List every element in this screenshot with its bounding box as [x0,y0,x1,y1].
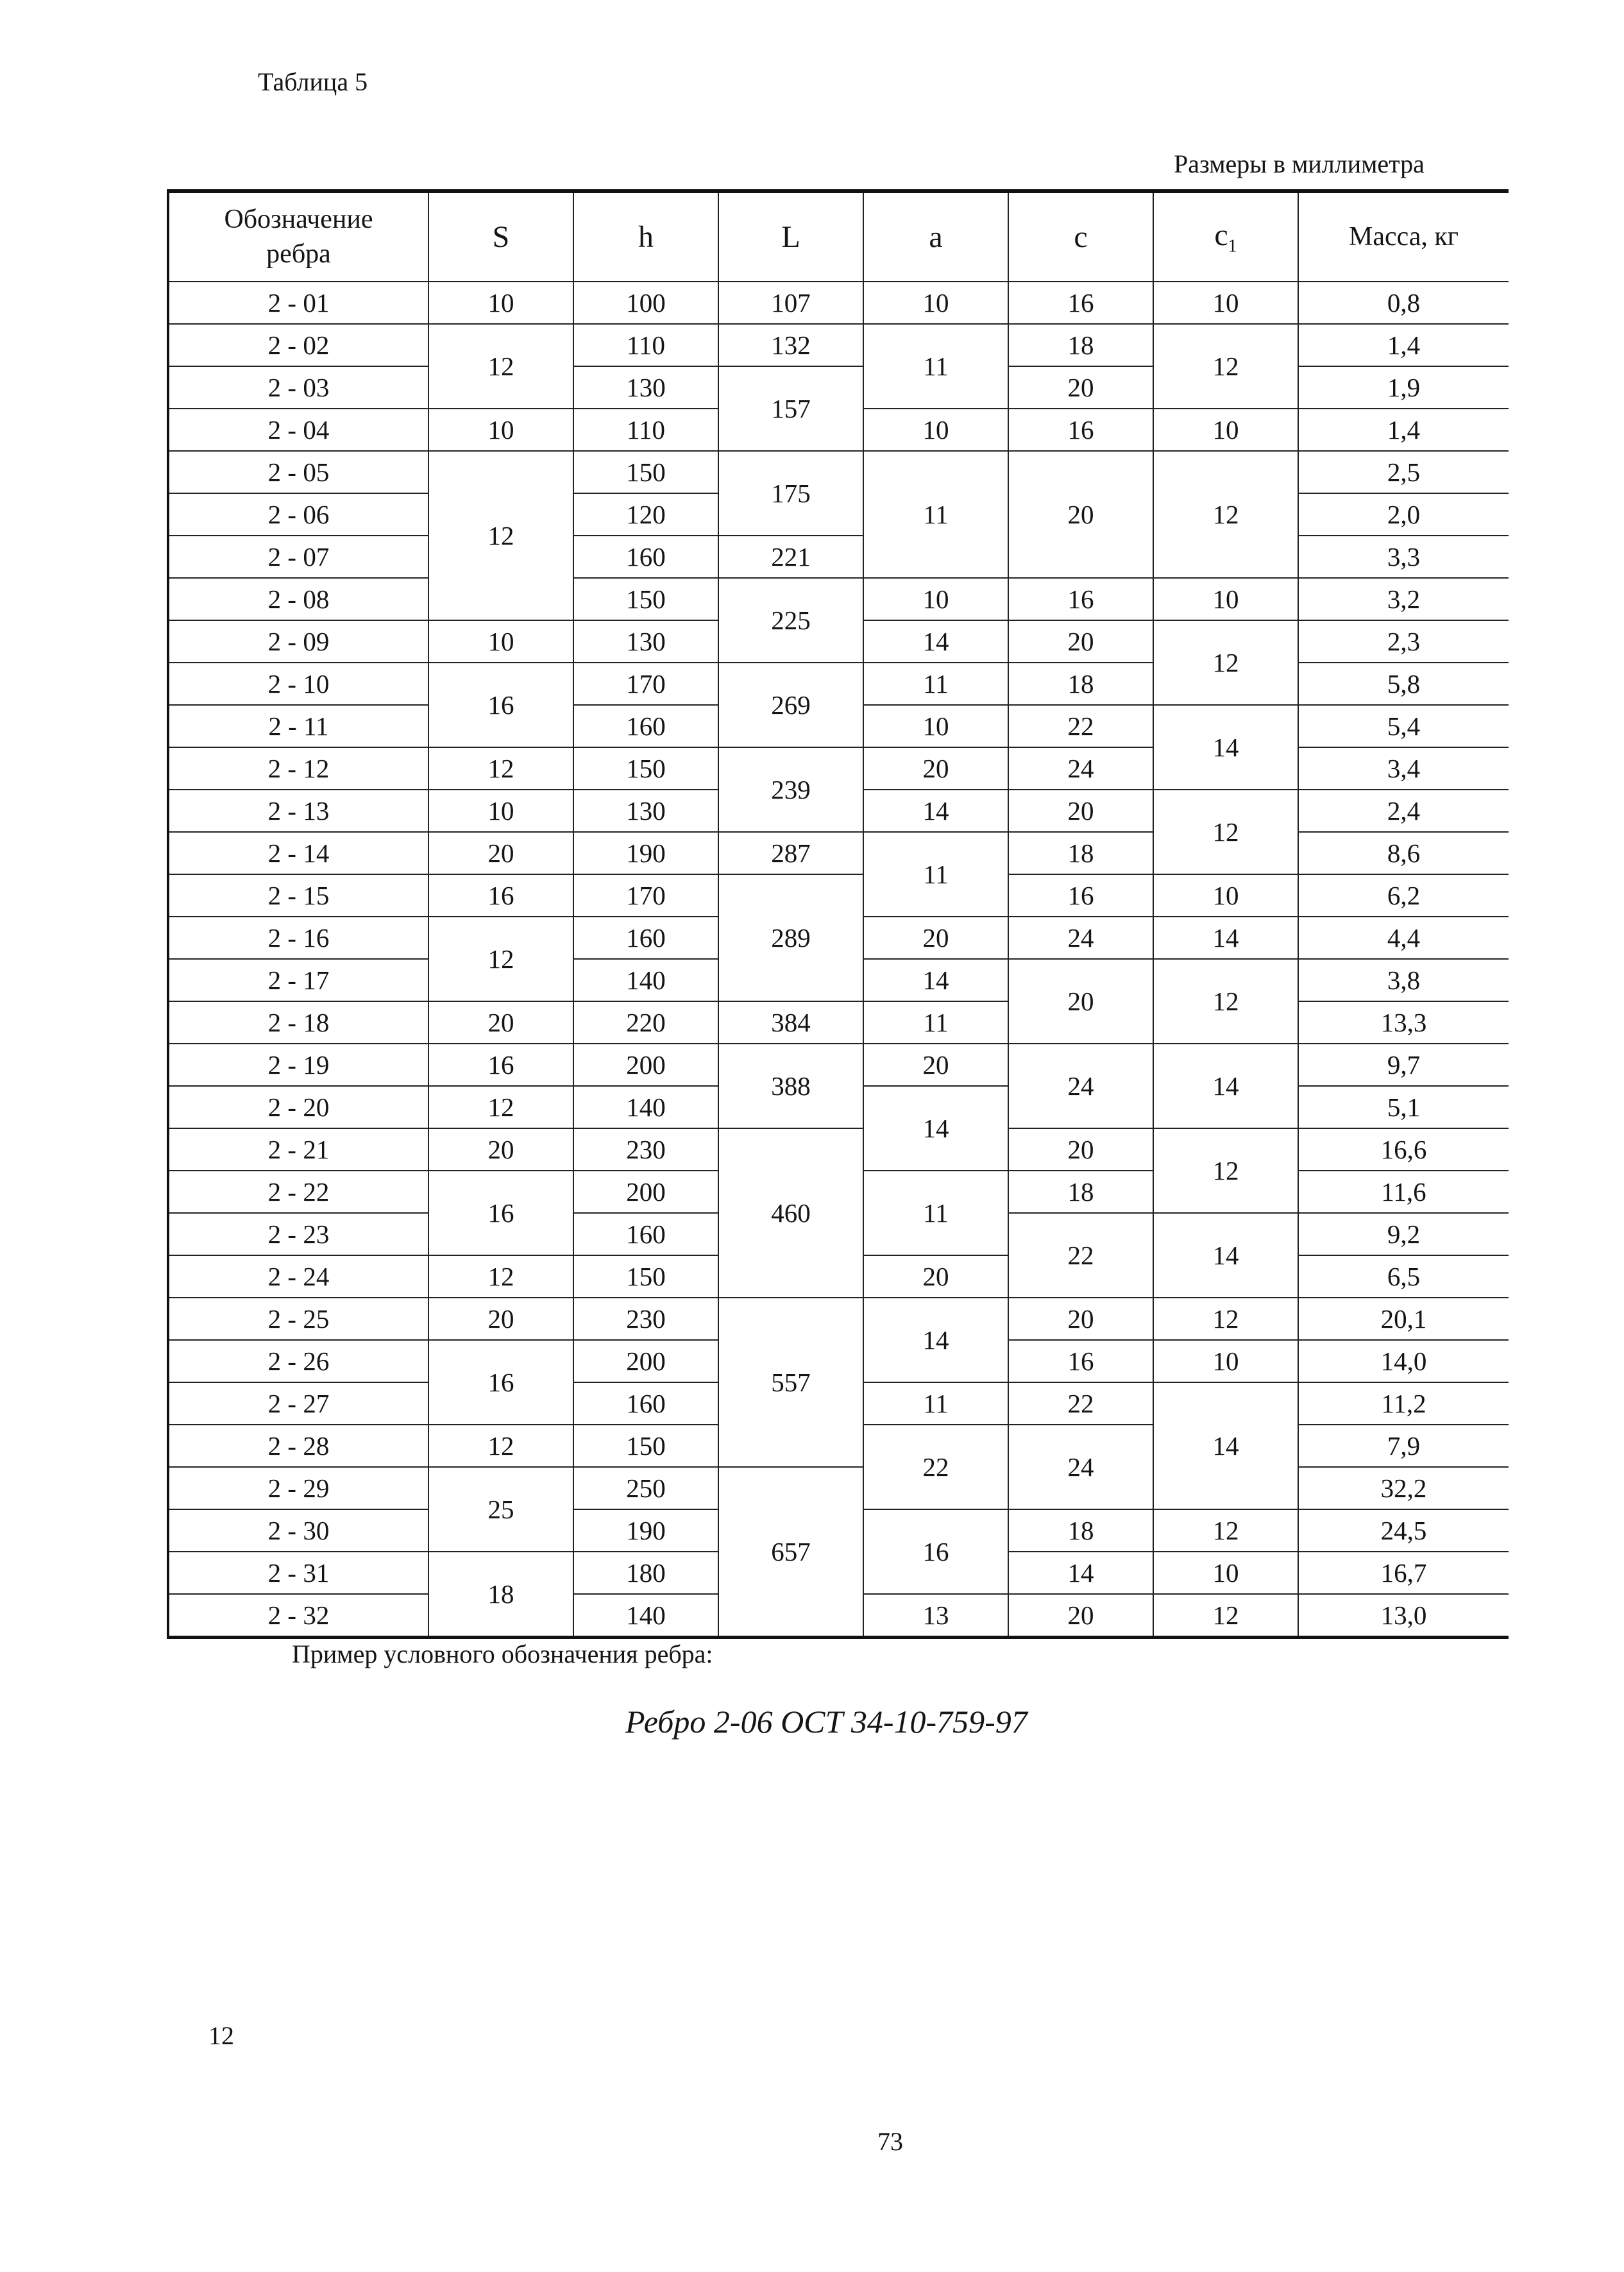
cell-a: 20 [863,917,1008,959]
cell-h: 180 [573,1552,718,1594]
cell-c1: 12 [1153,1298,1298,1340]
table-row [168,578,1509,620]
cell-mass: 4,4 [1298,917,1509,959]
cell-c1: 10 [1153,1340,1298,1382]
cell-a: 11 [863,1382,1008,1425]
cell-h: 220 [573,1001,718,1044]
table-row [168,324,1509,366]
cell-l: 107 [718,282,863,324]
header-mass: Масса, кг [1298,191,1509,282]
cell-s: 12 [428,1255,573,1298]
cell-s: 16 [428,1044,573,1086]
cell-c: 20 [1008,959,1153,1044]
cell-a: 20 [863,1044,1008,1086]
cell-a: 11 [863,832,1008,917]
cell-mass: 9,2 [1298,1213,1509,1255]
cell-h: 160 [573,917,718,959]
cell-a: 16 [863,1509,1008,1594]
cell-h: 230 [573,1298,718,1340]
cell-s: 25 [428,1467,573,1552]
cell-h: 150 [573,1255,718,1298]
cell-a: 11 [863,663,1008,705]
cell-a: 11 [863,1171,1008,1255]
cell-mass: 2,4 [1298,790,1509,832]
cell-mass: 1,4 [1298,409,1509,451]
header-h: h [573,191,718,282]
cell-c1: 10 [1153,1552,1298,1594]
cell-h: 190 [573,832,718,874]
cell-designation: 2 - 10 [168,663,428,705]
cell-h: 160 [573,705,718,747]
cell-c: 18 [1008,1171,1153,1213]
cell-s: 16 [428,874,573,917]
cell-a: 13 [863,1594,1008,1638]
cell-mass: 8,6 [1298,832,1509,874]
header-c1: $c_1$ [1153,191,1298,282]
cell-c1: 10 [1153,282,1298,324]
example-designation: Ребро 2-06 ОСТ 34-10-759-97 [625,1704,1028,1740]
cell-mass: 13,3 [1298,1001,1509,1044]
cell-mass: 11,2 [1298,1382,1509,1425]
cell-a: 14 [863,1086,1008,1171]
cell-c: 16 [1008,282,1153,324]
table-row [168,747,1509,790]
cell-c1: 14 [1153,917,1298,959]
cell-l: 460 [718,1128,863,1298]
cell-l: 157 [718,366,863,451]
cell-c: 20 [1008,1128,1153,1171]
cell-s: 16 [428,663,573,747]
cell-mass: 32,2 [1298,1467,1509,1509]
cell-l: 287 [718,832,863,874]
cell-mass: 9,7 [1298,1044,1509,1086]
header-s: S [428,191,573,282]
cell-s: 10 [428,790,573,832]
cell-mass: 3,2 [1298,578,1509,620]
cell-c1: 10 [1153,874,1298,917]
cell-c: 24 [1008,747,1153,790]
cell-c1: 12 [1153,790,1298,874]
table-row [168,282,1509,324]
cell-h: 160 [573,1382,718,1425]
cell-c1: 12 [1153,1509,1298,1552]
cell-designation: 2 - 14 [168,832,428,874]
cell-a: 14 [863,790,1008,832]
cell-c: 20 [1008,790,1153,832]
cell-h: 150 [573,578,718,620]
cell-h: 150 [573,1425,718,1467]
cell-l: 221 [718,536,863,578]
cell-designation: 2 - 22 [168,1171,428,1213]
cell-s: 20 [428,832,573,874]
cell-c: 22 [1008,1213,1153,1298]
cell-c1: 14 [1153,705,1298,790]
cell-c1: 10 [1153,578,1298,620]
cell-h: 200 [573,1171,718,1213]
cell-c: 20 [1008,366,1153,409]
table-row [168,1044,1509,1086]
header-a: a [863,191,1008,282]
cell-c: 22 [1008,705,1153,747]
cell-mass: 11,6 [1298,1171,1509,1213]
cell-s: 12 [428,324,573,409]
cell-h: 130 [573,790,718,832]
cell-h: 110 [573,324,718,366]
cell-designation: 2 - 32 [168,1594,428,1638]
cell-designation: 2 - 05 [168,451,428,493]
cell-a: 11 [863,324,1008,409]
cell-designation: 2 - 18 [168,1001,428,1044]
cell-c1: 14 [1153,1382,1298,1509]
header-c: c [1008,191,1153,282]
cell-c: 18 [1008,832,1153,874]
cell-a: 20 [863,747,1008,790]
cell-h: 120 [573,493,718,536]
page-number: 73 [877,2127,903,2156]
cell-h: 250 [573,1467,718,1509]
cell-c: 24 [1008,917,1153,959]
cell-s: 12 [428,1425,573,1467]
cell-s: 20 [428,1128,573,1171]
cell-h: 200 [573,1340,718,1382]
cell-h: 100 [573,282,718,324]
cell-h: 200 [573,1044,718,1086]
cell-l: 388 [718,1044,863,1128]
cell-designation: 2 - 25 [168,1298,428,1340]
example-label: Пример условного обозначения ребра: [292,1640,713,1668]
cell-c: 18 [1008,1509,1153,1552]
cell-c1: 12 [1153,959,1298,1044]
cell-s: 12 [428,747,573,790]
cell-designation: 2 - 17 [168,959,428,1001]
cell-designation: 2 - 08 [168,578,428,620]
cell-s: 20 [428,1298,573,1340]
cell-mass: 3,4 [1298,747,1509,790]
cell-s: 18 [428,1552,573,1638]
cell-c1: 10 [1153,409,1298,451]
cell-s: 16 [428,1340,573,1425]
cell-designation: 2 - 12 [168,747,428,790]
cell-designation: 2 - 29 [168,1467,428,1509]
cell-designation: 2 - 06 [168,493,428,536]
cell-s: 10 [428,282,573,324]
dimensions-table [167,189,1509,1639]
cell-c: 16 [1008,874,1153,917]
cell-l: 657 [718,1467,863,1638]
table-header-row [168,191,1509,282]
cell-l: 557 [718,1298,863,1467]
cell-mass: 2,3 [1298,620,1509,663]
cell-designation: 2 - 19 [168,1044,428,1086]
cell-h: 130 [573,620,718,663]
cell-mass: 14,0 [1298,1340,1509,1382]
cell-c: 18 [1008,663,1153,705]
cell-l: 132 [718,324,863,366]
cell-h: 150 [573,451,718,493]
cell-c1: 14 [1153,1044,1298,1128]
units-note: Размеры в миллиметра [1174,149,1425,178]
cell-a: 10 [863,578,1008,620]
cell-designation: 2 - 13 [168,790,428,832]
cell-designation: 2 - 31 [168,1552,428,1594]
cell-designation: 2 - 30 [168,1509,428,1552]
cell-a: 10 [863,409,1008,451]
table-row [168,366,1509,409]
cell-designation: 2 - 15 [168,874,428,917]
cell-h: 130 [573,366,718,409]
table-row [168,1001,1509,1044]
cell-mass: 6,2 [1298,874,1509,917]
cell-c: 16 [1008,1340,1153,1382]
cell-designation: 2 - 16 [168,917,428,959]
cell-l: 239 [718,747,863,832]
cell-c: 20 [1008,451,1153,578]
cell-designation: 2 - 03 [168,366,428,409]
header-l: L [718,191,863,282]
cell-mass: 3,8 [1298,959,1509,1001]
cell-c1: 12 [1153,324,1298,409]
cell-s: 12 [428,917,573,1001]
cell-mass: 5,8 [1298,663,1509,705]
cell-mass: 2,0 [1298,493,1509,536]
cell-mass: 6,5 [1298,1255,1509,1298]
cell-designation: 2 - 11 [168,705,428,747]
cell-mass: 16,7 [1298,1552,1509,1594]
cell-designation: 2 - 09 [168,620,428,663]
cell-l: 269 [718,663,863,747]
cell-mass: 2,5 [1298,451,1509,493]
cell-c: 24 [1008,1044,1153,1128]
cell-designation: 2 - 28 [168,1425,428,1467]
cell-mass: 5,4 [1298,705,1509,747]
cell-mass: 20,1 [1298,1298,1509,1340]
cell-h: 160 [573,536,718,578]
cell-h: 160 [573,1213,718,1255]
cell-designation: 2 - 27 [168,1382,428,1425]
cell-s: 12 [428,451,573,620]
cell-designation: 2 - 21 [168,1128,428,1171]
cell-a: 20 [863,1255,1008,1298]
cell-designation: 2 - 20 [168,1086,428,1128]
table-row [168,536,1509,578]
cell-s: 12 [428,1086,573,1128]
cell-l: 225 [718,578,863,663]
cell-c: 14 [1008,1552,1153,1594]
cell-c: 20 [1008,1298,1153,1340]
cell-mass: 7,9 [1298,1425,1509,1467]
cell-designation: 2 - 04 [168,409,428,451]
cell-c1: 12 [1153,1128,1298,1213]
cell-a: 11 [863,1001,1008,1044]
cell-s: 10 [428,409,573,451]
cell-h: 190 [573,1509,718,1552]
table-row [168,1128,1509,1171]
cell-h: 170 [573,663,718,705]
cell-designation: 2 - 24 [168,1255,428,1298]
cell-designation: 2 - 23 [168,1213,428,1255]
cell-mass: 1,9 [1298,366,1509,409]
table-row [168,874,1509,917]
cell-h: 110 [573,409,718,451]
cell-designation: 2 - 26 [168,1340,428,1382]
cell-h: 140 [573,1594,718,1638]
table-row [168,1467,1509,1509]
cell-a: 10 [863,705,1008,747]
cell-designation: 2 - 07 [168,536,428,578]
cell-mass: 1,4 [1298,324,1509,366]
cell-mass: 0,8 [1298,282,1509,324]
cell-c: 16 [1008,409,1153,451]
cell-h: 150 [573,747,718,790]
table-row [168,832,1509,874]
cell-mass: 13,0 [1298,1594,1509,1638]
cell-c: 20 [1008,1594,1153,1638]
cell-c: 24 [1008,1425,1153,1509]
cell-a: 14 [863,620,1008,663]
cell-designation: 2 - 01 [168,282,428,324]
table-row [168,451,1509,493]
cell-s: 20 [428,1001,573,1044]
cell-h: 140 [573,1086,718,1128]
cell-mass: 16,6 [1298,1128,1509,1171]
cell-c1: 12 [1153,1594,1298,1638]
cell-a: 14 [863,1298,1008,1382]
cell-mass: 3,3 [1298,536,1509,578]
cell-mass: 24,5 [1298,1509,1509,1552]
table-row [168,663,1509,705]
table-row [168,1298,1509,1340]
cell-a: 10 [863,282,1008,324]
cell-a: 11 [863,451,1008,578]
cell-l: 384 [718,1001,863,1044]
cell-l: 289 [718,874,863,1001]
cell-h: 140 [573,959,718,1001]
cell-l: 175 [718,451,863,536]
cell-a: 22 [863,1425,1008,1509]
cell-a: 14 [863,959,1008,1001]
cell-mass: 5,1 [1298,1086,1509,1128]
header-designation: Обозначение ребра [168,191,428,282]
sheet-number: 12 [208,2021,234,2050]
cell-c: 20 [1008,620,1153,663]
cell-c: 16 [1008,578,1153,620]
table-title: Таблица 5 [258,67,368,96]
cell-s: 10 [428,620,573,663]
cell-s: 16 [428,1171,573,1255]
cell-c: 22 [1008,1382,1153,1425]
cell-c1: 14 [1153,1213,1298,1298]
cell-h: 170 [573,874,718,917]
cell-c1: 12 [1153,620,1298,705]
cell-designation: 2 - 02 [168,324,428,366]
cell-h: 230 [573,1128,718,1171]
cell-c1: 12 [1153,451,1298,578]
cell-c: 18 [1008,324,1153,366]
